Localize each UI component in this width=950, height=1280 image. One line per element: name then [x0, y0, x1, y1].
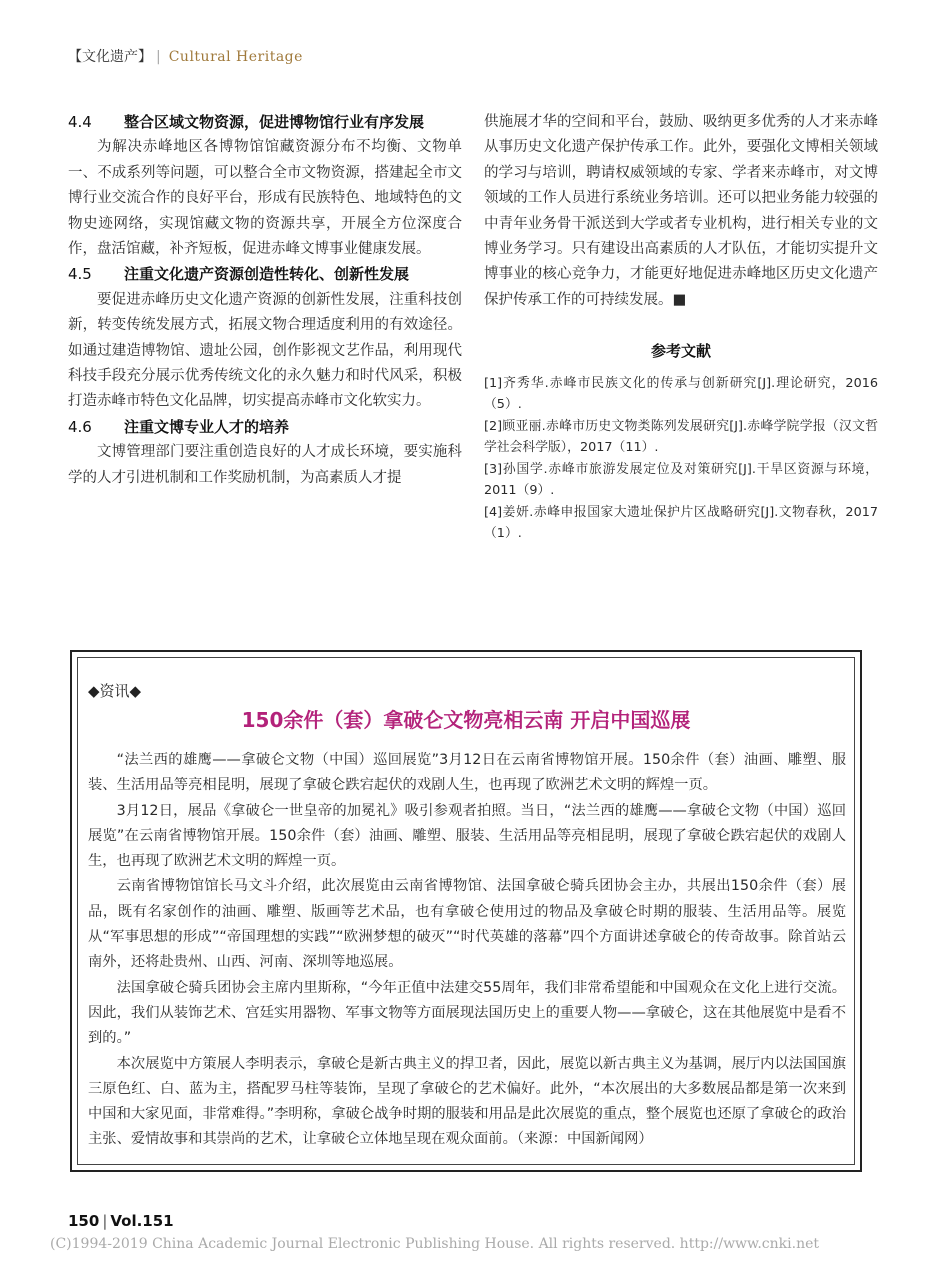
news-paragraph: “法兰西的雄鹰——拿破仑文物（中国）巡回展览”3月12日在云南省博物馆开展。150余件（套）油画、雕塑、服装、生活用品等亮相昆明，展现了拿破仑跌宕起伏的戏剧人生，也再现了欧洲艺术文明的辉煌一页。 [88, 752, 846, 794]
volume-number: Vol.151 [110, 1212, 174, 1230]
copyright-watermark: (C)1994-2019 China Academic Journal Electronic Publishing House. All rights reserved. http://www.cnki.net [50, 1236, 820, 1252]
header-section-label: 【文化遗产】 [68, 49, 152, 65]
section-heading-4-5 [68, 262, 462, 287]
running-header [68, 46, 303, 66]
page-footer [68, 1212, 174, 1230]
right-column [484, 110, 878, 545]
section-title: 整合区域文物资源，促进博物馆行业有序发展 [124, 113, 425, 131]
reference-item: [3]孙国学.赤峰市旅游发展定位及对策研究[J].干旱区资源与环境，2011（9）. [484, 461, 878, 499]
references-heading: 参考文献 [650, 342, 711, 361]
section-title: 注重文化遗产资源创造性转化、创新性发展 [124, 265, 410, 284]
footer-divider: | [102, 1212, 108, 1230]
section-heading-4-4 [68, 110, 462, 135]
body-paragraph: 要促进赤峰历史文化遗产资源的创新性发展，注重科技创新，转变传统发展方式，拓展文物合理适度利用的有效途径。如通过建造博物馆、遗址公园，创作影视文艺作品，利用现代科技手段充分展示优秀传统文化的永久魅力和时代风采，积极打造赤峰市特色文化品牌，切实提高赤峰市文化软实力。 [68, 291, 462, 410]
news-paragraph: 云南省博物馆馆长马文斗介绍，此次展览由云南省博物馆、法国拿破仑骑兵团协会主办，共展出150余件（套）展品，既有名家创作的油画、雕塑、版画等艺术品，也有拿破仑使用过的物品及拿破仑时期的服装、生活用品等。展览从“军事思想的形成”“帝国理想的实践”“欧洲梦想的破灭”“时代英雄的落幕”四个方面讲述拿破仑的传奇故事。除首站云南外，还将赴贵州、山西、河南、深圳等地巡展。 [88, 878, 846, 971]
news-paragraph: 法国拿破仑骑兵团协会主席内里斯称，“今年正值中法建交55周年，我们非常希望能和中国观众在文化上进行交流。因此，我们从装饰艺术、宫廷实用器物、军事文物等方面展现法国历史上的重要人物——拿破仑，这在其他展览中是看不到的。” [88, 979, 846, 1047]
section-number: 4.5 [68, 265, 92, 284]
reference-item: [2]顾亚丽.赤峰市历史文物类陈列发展研究[J].赤峰学院学报（汉文哲学社会科学版），2017（11）. [484, 418, 878, 456]
header-divider: | [156, 49, 161, 65]
header-english-label: Cultural Heritage [168, 49, 303, 65]
section-title: 注重文博专业人才的培养 [124, 417, 290, 436]
news-paragraph: 3月12日，展品《拿破仑一世皇帝的加冕礼》吸引参观者拍照。当日，“法兰西的雄鹰——拿破仑文物（中国）巡回展览”在云南省博物馆开展。150余件（套）油画、雕塑、服装、生活用品等亮相昆明，展现了拿破仑跌宕起伏的戏剧人生，也再现了欧洲艺术文明的辉煌一页。 [88, 802, 846, 870]
references-list [484, 373, 878, 545]
news-body [88, 748, 846, 1153]
body-paragraph: 为解决赤峰地区各博物馆馆藏资源分布不均衡、文物单一、不成系列等问题，可以整合全市文物资源，搭建起全市文博行业交流合作的良好平台，形成有民族特色、地域特色的文物史迹网络，实现馆藏文物的资源共享，开展全方位深度合作，盘活馆藏，补齐短板，促进赤峰文博事业健康发展。 [68, 139, 462, 258]
section-heading-4-6 [68, 415, 462, 440]
section-number: 4.4 [68, 113, 92, 131]
page-number: 150 [68, 1212, 100, 1230]
news-title: 150余件（套）拿破仑文物亮相云南 开启中国巡展 [241, 708, 691, 732]
reference-item: [4]姜妍.赤峰申报国家大遗址保护片区战略研究[J].文物春秋，2017（1）. [484, 504, 878, 542]
left-column [68, 110, 462, 491]
reference-item: [1]齐秀华.赤峰市民族文化的传承与创新研究[J].理论研究，2016（5）. [484, 375, 878, 413]
body-paragraph: 文博管理部门要注重创造良好的人才成长环境，要实施科学的人才引进机制和工作奖励机制，为高素质人才提 [68, 444, 462, 486]
section-number: 4.6 [68, 417, 92, 436]
news-tag: ◆资讯◆ [88, 682, 142, 700]
body-paragraph-continued: 供施展才华的空间和平台，鼓励、吸纳更多优秀的人才来赤峰从事历史文化遗产保护传承工作。此外，要强化文博相关领域的学习与培训，聘请权威领域的专家、学者来赤峰市，对文博领域的工作人员进行系统业务培训。还可以把业务能力较强的中青年业务骨干派送到大学或者专业机构，进行相关专业的文博业务学习。只有建设出高素质的人才队伍，才能切实提升文博事业的核心竞争力，才能更好地促进赤峰地区历史文化遗产保护传承工作的可持续发展。■ [484, 114, 878, 308]
news-paragraph: 本次展览中方策展人李明表示，拿破仑是新古典主义的捍卫者，因此，展览以新古典主义为基调，展厅内以法国国旗三原色红、白、蓝为主，搭配罗马柱等装饰，呈现了拿破仑的艺术偏好。此外，“本次展出的大多数展品都是第一次来到中国和大家见面，非常难得。”李明称，拿破仑战争时期的服装和用品是此次展览的重点，整个展览也还原了拿破仑的政治主张、爱情故事和其崇尚的艺术，让拿破仑立体地呈现在观众面前。（来源：中国新闻网） [88, 1055, 846, 1148]
